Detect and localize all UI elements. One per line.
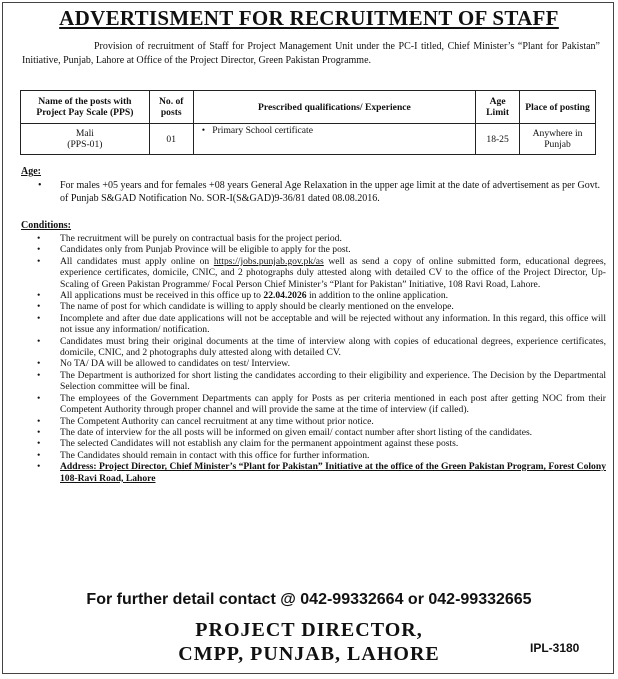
condition-text: Candidates must bring their original documents at the time of interview along with copies of educational degrees, experience certificates, domicile, CNIC, and 2 photographs duly attested along with detailed CV. [60,335,606,359]
intro-paragraph: Provision of recruitment of Staff for Project Management Unit under the PC-I titled, Chief Minister’s “Plant for Pakistan” Initiative, Punjab, Lahore at Office of the Project Director, Green Pakistan Programme. [22,41,600,66]
condition-text: The recruitment will be purely on contractual basis for the project period. [60,233,342,244]
list-item [0,450,618,461]
header-age-limit: Age Limit [476,91,520,124]
condition-text: All applications must be received in this office up to [60,290,264,302]
list-item [0,233,618,244]
signature-office: CMPP, PUNJAB, LAHORE [178,643,440,665]
advertisement-title: ADVERTISMENT FOR RECRUITMENT OF STAFF [59,6,559,30]
condition-text: in addition to the online application. [306,290,449,302]
bullet-icon: • [37,358,41,370]
bullet-icon: • [37,335,41,347]
place-of-posting-cell: Anywhere in Punjab [520,124,596,155]
age-limit-cell: 18-25 [476,124,520,155]
header-post-name: Name of the posts with Project Pay Scale (PPS) [21,91,150,124]
qualification-text: Primary School certificate [212,125,313,136]
signature-title: PROJECT DIRECTOR, [195,619,423,641]
post-name: Mali [75,128,94,139]
conditions-heading: Conditions: [21,220,72,231]
list-item [0,301,618,312]
list-item [0,461,618,484]
header-post-count: No. of posts [149,91,193,124]
deadline-date: 22.04.2026 [263,290,307,302]
condition-text: The Competent Authority can cancel recruitment at any time without prior notice. [60,415,374,427]
table-row [21,124,596,155]
list-item [0,438,618,449]
bullet-icon: • [37,369,41,381]
list-item [0,336,618,359]
condition-text: The employees of the Government Departments can apply for Posts as per criteria mentioned in each post after getting NOC from their Competent Authority through proper channel and will provide the same at the time of interview (if called). [60,392,606,416]
condition-text: well as send a copy of online submitted form, educational degrees, experience certificates, domicile, CNIC, and 2 photographs duly attested along with detailed CV to the office of the Project Director, Up-Scaling of Green Pakistan Programme/ Focal Person Chief Minister’s “Plant for Pakistan” Initiative, 108 Ravi Road, Lahore. [60,255,607,290]
bullet-icon: • [37,392,41,404]
condition-text: Candidates only from Punjab Province will be eligible to apply for the post. [60,244,351,256]
bullet-icon: • [37,449,41,461]
list-item [0,416,618,427]
list-item [0,393,618,416]
bullet-icon: • [37,461,41,473]
conditions-list [0,233,618,484]
post-name-cell [21,124,150,155]
condition-text: The date of interview for the all posts will be informed on given email/ contact number after short listing of the candidates. [60,426,533,438]
qualification-cell [193,124,475,155]
bullet-icon: • [37,415,41,427]
list-item [0,244,618,255]
contact-line: For further detail contact @ 042-99332664 or 042-99332665 [86,591,532,608]
post-scale: (PPS-01) [67,139,103,150]
bullet-icon: • [37,426,41,438]
list-item [0,313,618,336]
age-paragraph [37,179,600,205]
condition-text: The Candidates should remain in contact with this office for further information. [60,449,370,461]
post-count-cell: 01 [149,124,193,155]
bullet-icon: • [201,125,206,136]
posts-table [20,90,596,155]
condition-text: The name of post for which candidate is willing to apply should be clearly mentioned on the envelope. [60,301,454,313]
condition-text: The Department is authorized for short listing the candidates according to their eligibility and experience. The Decision by the Departmental Selection committee will be final. [60,369,606,393]
bullet-icon: • [38,180,42,191]
header-place-of-posting: Place of posting [520,91,596,124]
list-item [0,290,618,301]
age-heading: Age: [21,166,41,177]
bullet-icon: • [37,312,41,324]
posts-table-header [21,91,596,124]
list-item [0,427,618,438]
list-item [0,370,618,393]
age-text: For males +05 years and for females +08 years General Age Relaxation in the upper age limit at the date of advertisement as per Govt. of Punjab S&GAD Notification No. SOR-I(S&GAD)9-36/81 dated 08.08.2016. [60,180,600,204]
office-address: Address: Project Director, Chief Minister’s “Plant for Pakistan” Initiative at the office of the Green Pakistan Program, Forest Colony 108-Ravi Road, Lahore [60,461,606,484]
condition-text: All candidates must apply online on [60,255,214,267]
bullet-icon: • [37,233,41,244]
bullet-icon: • [37,438,41,450]
list-item [0,358,618,369]
bullet-icon: • [37,301,41,313]
bullet-icon: • [37,255,41,267]
reference-number: IPL-3180 [530,641,580,655]
list-item [0,256,618,290]
jobs-portal-link[interactable]: https://jobs.punjab.gov.pk/as [213,255,324,267]
bullet-icon: • [37,244,41,256]
header-qualification: Prescribed qualifications/ Experience [193,91,475,124]
condition-text: No TA/ DA will be allowed to candidates on test/ Interview. [60,358,290,370]
bullet-icon: • [37,290,41,302]
condition-text: The selected Candidates will not establish any claim for the permanent appointment against these posts. [60,438,459,450]
condition-text: Incomplete and after due date applications will not be acceptable and will be rejected without any information. In this regard, this office will not issue any information/ notification. [60,312,606,336]
